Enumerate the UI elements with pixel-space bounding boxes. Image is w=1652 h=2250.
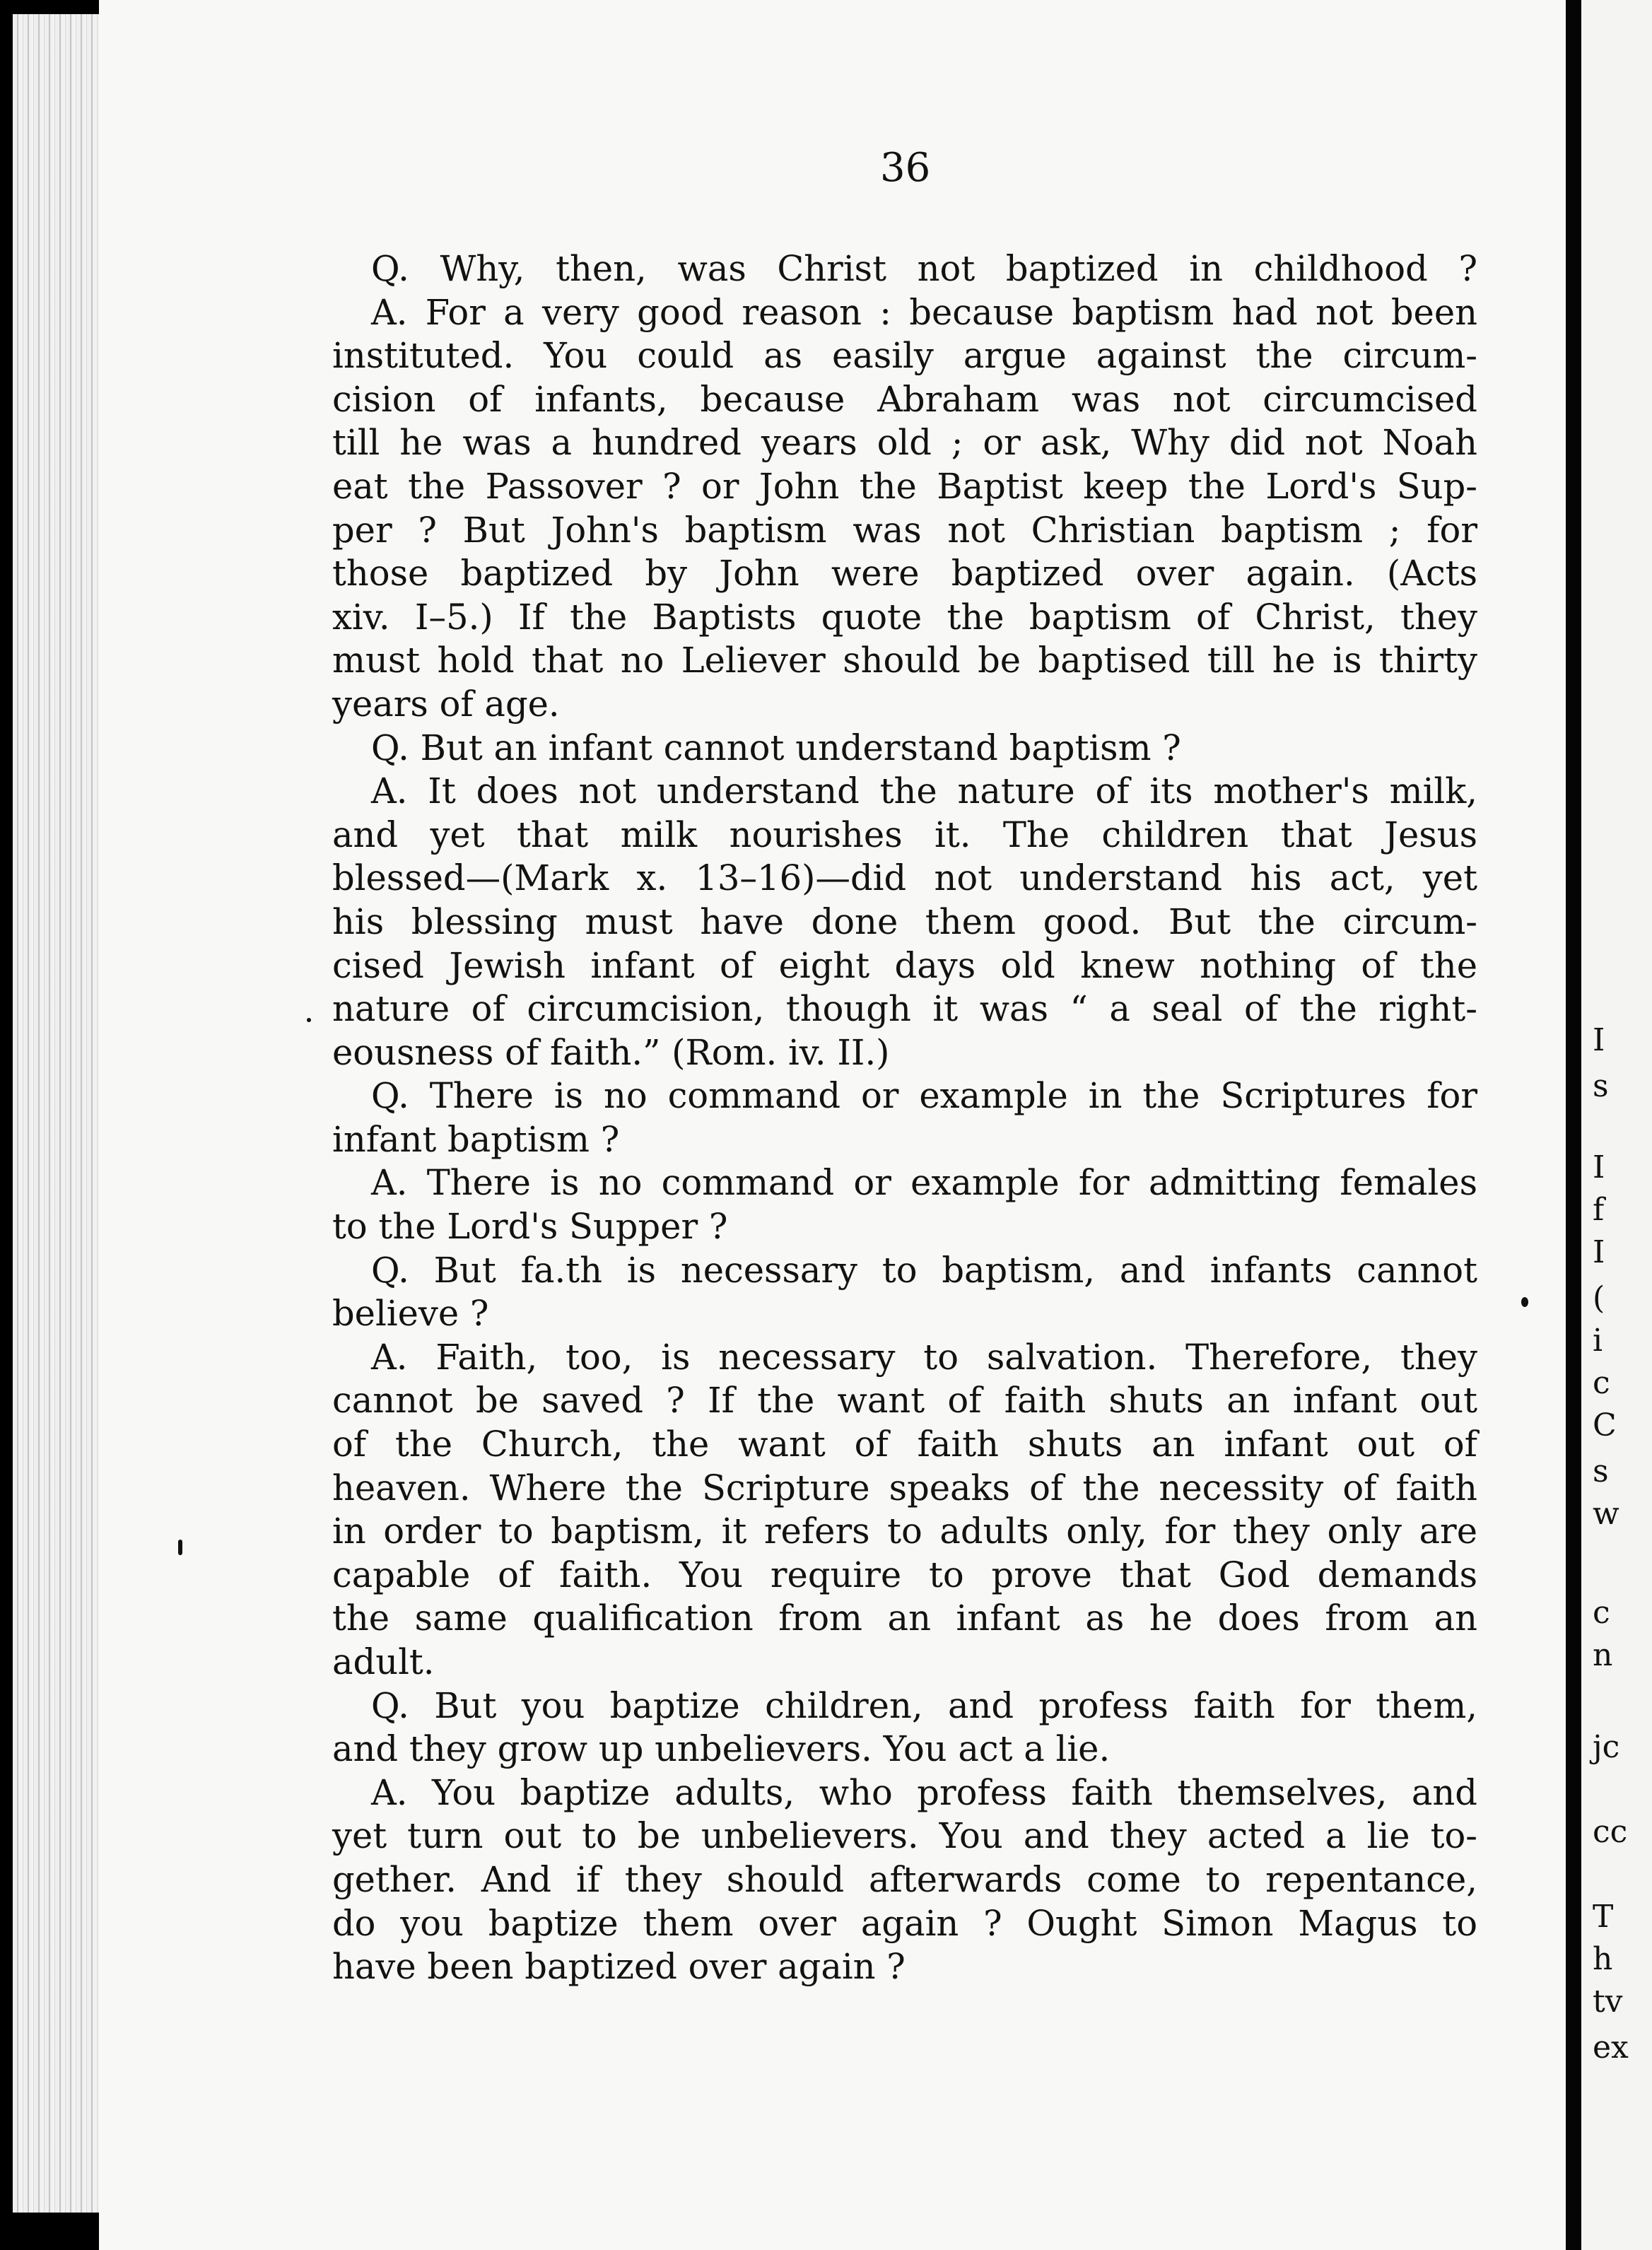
ink-speck bbox=[1521, 1297, 1528, 1307]
text-line: cannot be saved ? If the want of faith shuts an infant out bbox=[332, 1380, 1477, 1422]
facing-page-fragment: cc bbox=[1593, 1814, 1628, 1850]
facing-page-fragment: n bbox=[1593, 1637, 1613, 1673]
text-line: A. You baptize adults, who profess faith themselves, and bbox=[371, 1771, 1477, 1813]
ink-speck bbox=[307, 1018, 311, 1022]
facing-page-fragment: ( bbox=[1593, 1280, 1605, 1316]
facing-page-fragment: ex bbox=[1593, 2029, 1629, 2066]
text-line: of the Church, the want of faith shuts an infant out of bbox=[332, 1424, 1477, 1465]
text-line: capable of faith. You require to prove that God demands bbox=[332, 1554, 1477, 1595]
text-line: gether. And if they should afterwards come to repentance, bbox=[332, 1858, 1477, 1900]
facing-page-fragment: w bbox=[1593, 1496, 1619, 1532]
text-line: eousness of faith.” (Rom. iv. II.) bbox=[332, 1031, 890, 1073]
text-line: cision of infants, because Abraham was not circumcised bbox=[332, 378, 1477, 420]
facing-page-fragment: s bbox=[1593, 1068, 1609, 1104]
facing-page-fragment: i bbox=[1593, 1323, 1603, 1359]
text-line: till he was a hundred years old ; or ask, Why did not Noah bbox=[332, 422, 1477, 464]
text-line: and they grow up unbelievers. You act a lie. bbox=[332, 1728, 1111, 1770]
text-line: his blessing must have done them good. But the circum- bbox=[332, 901, 1477, 942]
text-line: those baptized by John were baptized over again. (Acts bbox=[332, 553, 1477, 594]
text-line: xiv. I–5.) If the Baptists quote the baptism of Christ, they bbox=[332, 596, 1477, 638]
page-body-text bbox=[332, 247, 1477, 1989]
text-line: in order to baptism, it refers to adults only, for they only are bbox=[332, 1511, 1477, 1552]
facing-page-edge bbox=[1581, 0, 1652, 2250]
text-line: have been baptized over again ? bbox=[332, 1946, 906, 1988]
text-line: adult. bbox=[332, 1641, 435, 1682]
facing-page-fragment: I bbox=[1593, 1022, 1605, 1058]
facing-page-fragment: f bbox=[1593, 1192, 1605, 1228]
text-line: to the Lord's Supper ? bbox=[332, 1206, 728, 1248]
text-line: A. Faith, too, is necessary to salvation. Therefore, they bbox=[371, 1336, 1477, 1378]
text-line: believe ? bbox=[332, 1293, 489, 1335]
text-line: Q. There is no command or example in the Scriptures for bbox=[371, 1075, 1477, 1117]
text-line: and yet that milk nourishes it. The children that Jesus bbox=[332, 814, 1477, 855]
text-line: eat the Passover ? or John the Baptist keep the Lord's Sup- bbox=[332, 465, 1477, 507]
facing-page-fragment: s bbox=[1593, 1453, 1609, 1489]
text-line: must hold that no Leliever should be baptised till he is thirty bbox=[332, 640, 1477, 681]
page-edges bbox=[13, 14, 101, 2213]
text-line: cised Jewish infant of eight days old knew nothing of the bbox=[332, 944, 1477, 986]
text-line: the same qualification from an infant as he does from an bbox=[332, 1598, 1477, 1639]
facing-page-fragment: I bbox=[1593, 1149, 1605, 1185]
facing-page-fragment: c bbox=[1593, 1365, 1610, 1401]
text-line: yet turn out to be unbelievers. You and they acted a lie to- bbox=[332, 1815, 1477, 1857]
text-line: Q. But an infant cannot understand baptism ? bbox=[371, 727, 1181, 768]
text-line: blessed—(Mark x. 13–16)—did not understand his act, yet bbox=[332, 857, 1477, 899]
text-line: per ? But John's baptism was not Christian baptism ; for bbox=[332, 509, 1477, 551]
page-number: 36 bbox=[880, 145, 931, 191]
facing-page-fragment: h bbox=[1593, 1941, 1613, 1977]
ink-speck bbox=[178, 1540, 182, 1555]
facing-page-fragment: jc bbox=[1593, 1729, 1620, 1765]
text-line: Q. But fa.th is necessary to baptism, and infants cannot bbox=[371, 1249, 1477, 1291]
text-line: nature of circumcision, though it was “ a seal of the right- bbox=[332, 988, 1477, 1030]
facing-page-fragment: C bbox=[1593, 1407, 1617, 1443]
text-line: heaven. Where the Scripture speaks of the necessity of faith bbox=[332, 1467, 1477, 1508]
facing-page-fragment: I bbox=[1593, 1234, 1605, 1270]
text-line: A. There is no command or example for admitting females bbox=[371, 1162, 1477, 1204]
text-line: Q. Why, then, was Christ not baptized in childhood ? bbox=[371, 248, 1477, 289]
text-line: Q. But you baptize children, and profess faith for them, bbox=[371, 1684, 1477, 1726]
page-gutter bbox=[1566, 0, 1581, 2250]
text-line: A. For a very good reason : because baptism had not been bbox=[371, 291, 1477, 333]
facing-page-fragment: T bbox=[1593, 1899, 1614, 1935]
text-line: instituted. You could as easily argue against the circum- bbox=[332, 335, 1477, 377]
text-line: years of age. bbox=[332, 683, 560, 725]
text-line: A. It does not understand the nature of its mother's milk, bbox=[371, 770, 1477, 812]
text-line: infant baptism ? bbox=[332, 1118, 620, 1160]
facing-page-fragment: c bbox=[1593, 1595, 1610, 1631]
text-line: do you baptize them over again ? Ought Simon Magus to bbox=[332, 1902, 1477, 1944]
facing-page-fragment: tv bbox=[1593, 1984, 1623, 2020]
